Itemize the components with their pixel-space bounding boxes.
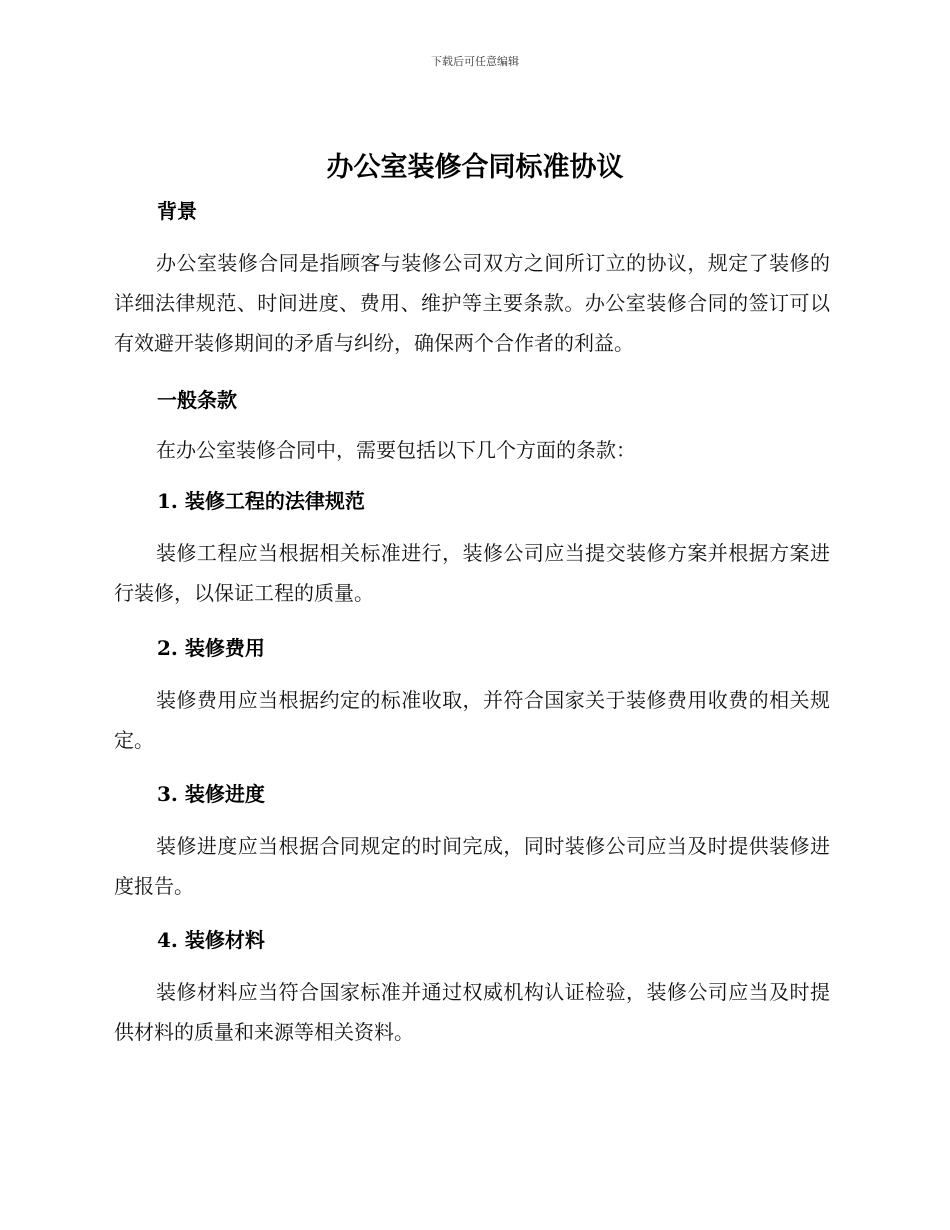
section-heading-general-terms: 一般条款 <box>157 388 237 412</box>
page-header-note: 下载后可任意编辑 <box>431 55 519 68</box>
background-paragraph: 办公室装修合同是指顾客与装修公司双方之间所订立的协议，规定了装修的详细法律规范、时间进度、费用、维护等主要条款。办公室装修合同的签订可以有效避开装修期间的矛盾与纠纷，确保两个合作者的利益。 <box>114 251 830 355</box>
document-title: 办公室装修合同标准协议 <box>326 152 624 183</box>
clause-paragraph-4: 装修材料应当符合国家标准并通过权威机构认证检验，装修公司应当及时提供材料的质量和来源等相关资料。 <box>114 980 830 1044</box>
clause-heading-2: 2. 装修费用 <box>157 636 265 660</box>
clause-paragraph-2: 装修费用应当根据约定的标准收取，并符合国家关于装修费用收费的相关规定。 <box>114 688 830 752</box>
clause-heading-1: 1. 装修工程的法律规范 <box>157 489 365 513</box>
general-terms-intro: 在办公室装修合同中，需要包括以下几个方面的条款： <box>156 438 636 462</box>
clause-paragraph-3: 装修进度应当根据合同规定的时间完成，同时装修公司应当及时提供装修进度报告。 <box>114 834 830 898</box>
clause-heading-3: 3. 装修进度 <box>157 782 265 806</box>
clause-paragraph-1: 装修工程应当根据相关标准进行，装修公司应当提交装修方案并根据方案进行装修，以保证工程的质量。 <box>114 541 830 605</box>
clause-heading-4: 4. 装修材料 <box>157 928 265 952</box>
section-heading-background: 背景 <box>157 199 197 223</box>
